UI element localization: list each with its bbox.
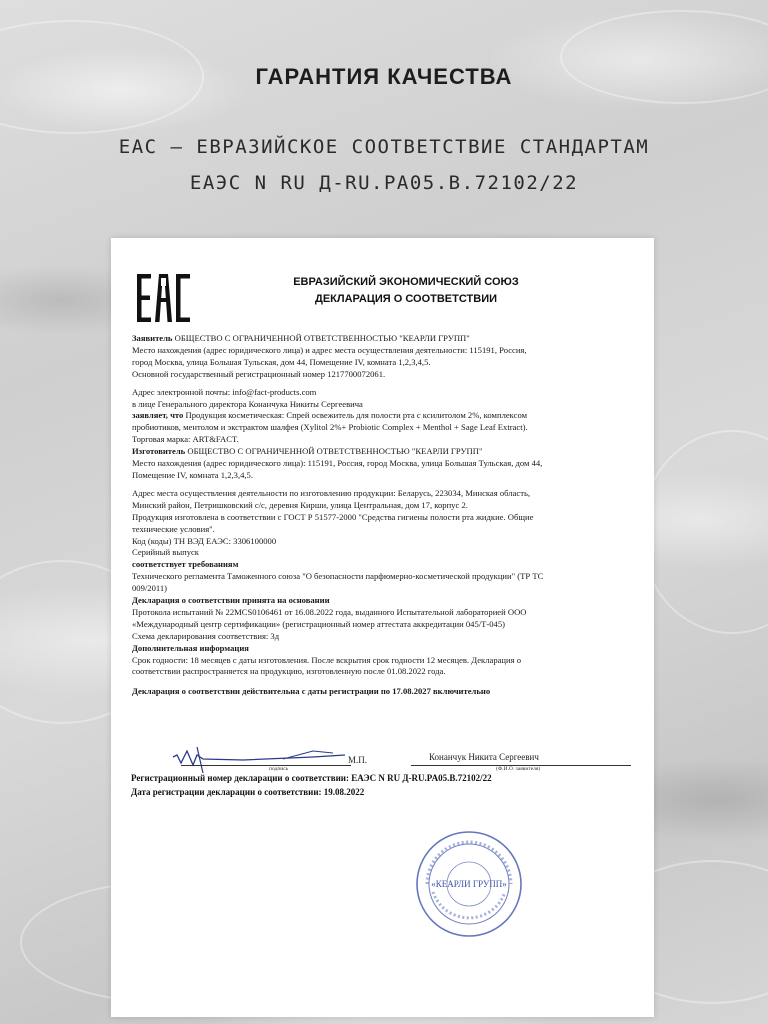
text-line: технические условия". xyxy=(132,523,215,534)
applicant-line xyxy=(132,333,637,345)
email-line: Адрес электронной почты: info@fact-products.com xyxy=(132,386,317,397)
text-line: соответствии распространяется на продукцию, изготовленную после 01.08.2022 года. xyxy=(132,666,446,677)
basis-label-text: Декларация о соответствии принята на основании xyxy=(132,595,330,606)
text-line: Схема декларирования соответствия: 3д xyxy=(132,630,280,641)
eac-logo xyxy=(135,272,193,329)
registration-date: Дата регистрации декларации о соответствии: 19.08.2022 xyxy=(131,787,365,797)
company-stamp xyxy=(413,828,525,945)
additional-label-text: Дополнительная информация xyxy=(132,642,249,653)
text-line: Место нахождения (адрес юридического лица): 115191, Россия, город Москва, улица Большая Тульская, дом 44, xyxy=(132,458,543,469)
basis-label xyxy=(132,595,637,607)
applicant-name: ОБЩЕСТВО С ОГРАНИЧЕННОЙ ОТВЕТСТВЕННОСТЬЮ "КЕАРЛИ ГРУПП" xyxy=(174,333,470,343)
text-line: Продукция изготовлена в соответствии с ГОСТ Р 51577-2000 "Средства гигиены полости рта жидкие. Общие xyxy=(132,511,534,522)
signature-caption: подпись xyxy=(269,766,289,772)
background-ripple xyxy=(640,430,768,634)
text-line: Минский район, Петришковский с/с, деревня Кирши, улица Центральная, дом 17, корпус 2. xyxy=(132,499,468,510)
declares-label: заявляет, что xyxy=(132,410,184,421)
validity-text: Декларация о соответствии действительна с даты регистрации по 17.08.2027 включительно xyxy=(132,686,491,697)
manufacturer-name: ОБЩЕСТВО С ОГРАНИЧЕННОЙ ОТВЕТСТВЕННОСТЬЮ "КЕАРЛИ ГРУПП" xyxy=(187,446,483,457)
requirements-label-text: соответствует требованиям xyxy=(132,559,239,570)
requirements-label xyxy=(132,559,637,571)
text-line: 009/2011) xyxy=(132,583,168,594)
additional-label xyxy=(132,643,637,655)
text-line: Протокола испытаний № 22MCS0106461 от 16.08.2022 года, выданного Испытательной лабораторией ООО xyxy=(132,606,527,617)
text-line: пробиотиков, ментолом и экстрактом шалфея (Xylitol 2%+ Probiotic Complex + Menthol + Sage Leaf Extract). xyxy=(132,422,528,433)
declares-text: Продукция косметическая: Спрей освежитель для полости рта с ксилитолом 2%, комплексом xyxy=(185,410,528,421)
eac-subtitle: EAC – ЕВРАЗИЙСКОЕ СООТВЕТСТВИЕ СТАНДАРТАМ xyxy=(118,136,650,158)
text-line: Помещение IV, комната 1,2,3,4,5. xyxy=(132,469,253,480)
hs-code-line: Код (коды) ТН ВЭД ЕАЭС: 3306100000 xyxy=(132,535,277,546)
signer-caption: (Ф.И.О. заявителя) xyxy=(496,766,541,772)
declaration-document xyxy=(111,238,654,1017)
registration-number: Регистрационный номер декларации о соответствии: ЕАЭС N RU Д-RU.PA05.B.72102/22 xyxy=(131,773,492,783)
declaration-title: ДЕКЛАРАЦИЯ О СООТВЕТСТВИИ xyxy=(314,293,498,305)
validity-line xyxy=(132,686,637,698)
stamp-text: «КЕАРЛИ ГРУПП» xyxy=(431,879,507,889)
declaration-number-subtitle: ЕАЭС N RU Д-RU.PA05.B.72102/22 xyxy=(189,172,579,194)
text-line: Основной государственный регистрационный номер 1217700072061. xyxy=(132,368,386,379)
signature-block xyxy=(111,743,654,823)
seal-place-label: М.П. xyxy=(348,755,368,765)
text-line: город Москва, улица Большая Тульская, дом 44, Помещение IV, комната 1,2,3,4,5. xyxy=(132,356,431,367)
manufacturer-line xyxy=(132,446,637,458)
text-line: Технического регламента Таможенного союза "О безопасности парфюмерно-косметической продукции" (ТР ТС xyxy=(132,571,544,582)
text-line: Адрес места осуществления деятельности по изготовлению продукции: Беларусь, 223034, Минская область, xyxy=(132,487,531,498)
declares-line xyxy=(132,410,637,422)
page-title: ГАРАНТИЯ КАЧЕСТВА xyxy=(255,64,513,89)
text-line: в лице Генерального директора Конанчука Никиты Сергеевича xyxy=(132,398,363,409)
signer-name: Конанчук Никита Сергеевич xyxy=(429,752,539,762)
declaration-body xyxy=(132,333,637,698)
text-line: Место нахождения (адрес юридического лица) и адрес места осуществления деятельности: 115191, Россия, xyxy=(132,344,527,355)
document-header xyxy=(241,274,571,308)
text-line: Срок годности: 18 месяцев с даты изготовления. После вскрытия срок годности 12 месяцев. Декларация о xyxy=(132,654,522,665)
text-line: «Международный центр сертификации» (регистрационный номер аттестата аккредитации 045/Т-045) xyxy=(132,618,506,629)
applicant-label: Заявитель xyxy=(132,333,173,343)
signature-line xyxy=(181,765,351,766)
serial-line: Серийный выпуск xyxy=(132,547,199,558)
manufacturer-label: Изготовитель xyxy=(132,446,186,457)
union-title: ЕВРАЗИЙСКИЙ ЭКОНОМИЧЕСКИЙ СОЮЗ xyxy=(293,276,519,288)
trademark-line: Торговая марка: ART&FACT. xyxy=(132,434,239,445)
